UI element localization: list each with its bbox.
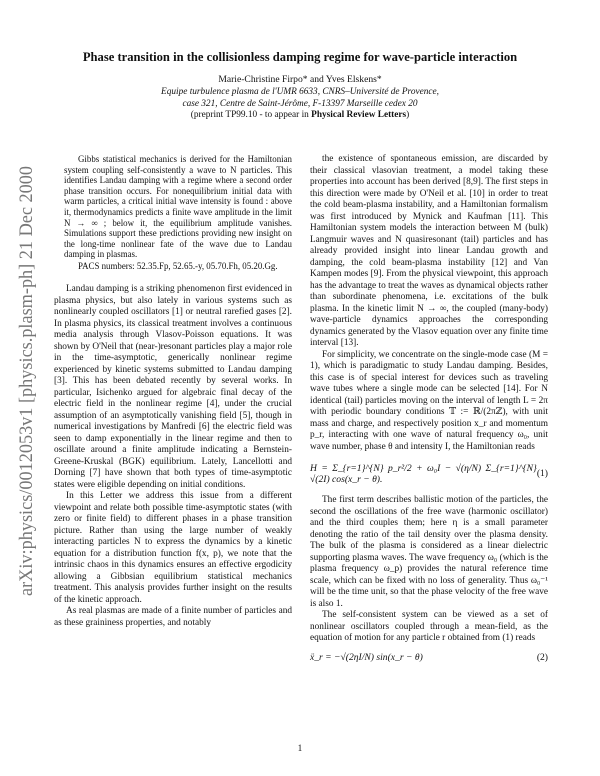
right-paragraph-4: The self-consistent system can be viewed as a set of nonlinear oscillators coupled through a mean-field, as the equation of motion for any particle r obtained from (1) reads (310, 610, 548, 643)
affiliation (0, 86, 600, 110)
affiliation-line-2: case 321, Centre de Saint-Jérôme, F-13397 Marseille cedex 20 (182, 99, 418, 109)
right-column (310, 154, 548, 671)
equation-2 (310, 650, 548, 666)
equation-2-formula: ẍ_r = −√(2ηI/N) sin(x_r − θ) (310, 651, 423, 663)
equation-1-number: (1) (536, 468, 548, 480)
authors: Marie-Christine Firpo* and Yves Elskens* (218, 74, 382, 85)
left-column (54, 284, 292, 629)
arxiv-stamp (8, 160, 42, 600)
preprint-prefix: (preprint TP99.10 - to appear in (190, 110, 312, 120)
paper-title: Phase transition in the collisionless damping regime for wave-particle interaction (82, 50, 518, 64)
abstract (64, 154, 292, 272)
equation-1 (310, 459, 548, 489)
equation-2-number: (2) (536, 651, 548, 663)
left-paragraph-3: As real plasmas are made of a finite number of particles and as these graininess properties, and notably (54, 606, 292, 628)
page-number: 1 (297, 744, 303, 754)
arxiv-stamp-graphic (8, 160, 42, 600)
preprint-journal: Physical Review Letters (311, 110, 407, 120)
preprint-note (0, 110, 600, 120)
affiliation-line-1: Equipe turbulence plasma de l'UMR 6633, CNRS–Université de Provence, (161, 87, 439, 97)
abstract-text: Gibbs statistical mechanics is derived for the Hamiltonian system coupling self-consistently a wave to N particles. This identifies Landau damping with a regime where a second order phase transition occurs. For nonequilibrium initial data with warm particles, a critical initial wave intensity is found : above it, thermodynamics predicts a finite wave amplitude in the limit N → ∞ ; below it, the equilibrium amplitude vanishes. Simulations support these predictions providing new insight on the long-time nonlinear fate of the wave due to Landau damping in plasmas. (64, 154, 292, 260)
right-paragraph-1: the existence of spontaneous emission, are discarded by their classical vlasovian treatment, a model taking these properties into account has been derived [8,9]. The first steps in this direction were made by O'Neil et al. [10] in order to treat the cold beam-plasma instability, and a Hamiltonian formalism was first introduced by Mynick and Kaufman [11]. This Hamiltonian system models the interaction between M (bulk) Langmuir waves and N quasiresonant (tail) particles and has already provided insight into linear Landau growth and damping, the cold beam-plasma instability [12] and Van Kampen modes [9]. From the physical viewpoint, this approach has the advantage to treat the waves as dynamical objects rather than subordinate phenomena, i.e. excitations of the bulk plasma. In the kinetic limit N → ∞, the coupled (many-body) wave-particle dynamics approaches the corresponding dynamics generated by the Vlasov equation over any finite time interval [13]. (310, 154, 548, 348)
arxiv-stamp-text: arXiv:physics/0012053v1 [physics.plasm-ph] 21 Dec 2000 (16, 160, 37, 596)
right-paragraph-2: For simplicity, we concentrate on the single-mode case (M = 1), which is paradigmatic to study Landau damping. Besides, this case is of special interest for devices such as traveling wave tubes where a single mode can be selected [14]. For N identical (tail) particles moving on the interval of length L = 2π with periodic boundary conditions 𝕋 := ℝ/(2πℤ), with unit mass and charge, and respectively position x_r and momentum p_r, interacting with one wave of natural frequency ω₀, unit wave number, phase θ and intensity I, the Hamiltonian reads (310, 349, 548, 452)
left-paragraph-2: In this Letter we address this issue from a different viewpoint and relate both possible time-asymptotic states (with zero or finite field) to different phases in a phase transition picture. Rather than using the large number of weakly interacting particles N to express the dynamics by a kinetic equation for a distribution function f(x, p), we note that the intrinsic chaos in this dynamics ensures an effective ergodicity allowing a Gibbsian equilibrium statistical mechanics treatment. This analysis provides further insight on the results of the kinetic approach. (54, 491, 292, 605)
preprint-suffix: ) (406, 110, 410, 120)
right-paragraph-3: The first term describes ballistic motion of the particles, the second the oscillations of the free wave (harmonic oscillator) and the third couples them; here η is a small parameter denoting the ratio of the tail density over the plasma density. The bulk of the plasma is considered as a linear dielectric supporting plasma waves. The wave frequency ω₀ (which is the plasma frequency ω_p) provides the natural reference time scale, which can be fixed with no loss of generality. Thus ω₀⁻¹ will be the time unit, so that the phase velocity of the free wave is also 1. (310, 495, 548, 609)
pacs-numbers: PACS numbers: 52.35.Fp, 52.65.-y, 05.70.Fh, 05.20.Gg. (78, 260, 278, 271)
left-paragraph-1: Landau damping is a striking phenomenon first evidenced in plasma physics, but also lately in various systems such as nonlinearly coupled oscillators [1] or neutral rarefied gases [2]. In plasma physics, its classical treatment involves a continuous media analysis through Vlasov-Poisson equations. It was shown by O'Neil that (near-)resonant particles play a major role in the time-asymptotic, generically nonlinear regime experienced by kinetic systems submitted to Landau damping [3]. This has been debated recently by several works. In particular, Isichenko argued for algebraic final decay of the electric field in the nonlinear regime [4], under the crucial assumption of an asymptotically vanishing field [5], though in numerical investigations by Manfredi [6] the electric field was seen to damp exponentially in the linear regime and then to oscillate around a finite amplitude indicating a Bernstein-Greene-Kruskal (BGK) equilibrium. Lately, Lancellotti and Dorning [7] have shown that both types of time-asymptotic states were eligible depending on initial conditions. (54, 284, 292, 490)
equation-1-formula: H = Σ_{r=1}^{N} p_r²/2 + ω₀I − √(η/N) Σ_{r=1}^{N} √(2I) cos(x_r − θ). (310, 462, 537, 485)
